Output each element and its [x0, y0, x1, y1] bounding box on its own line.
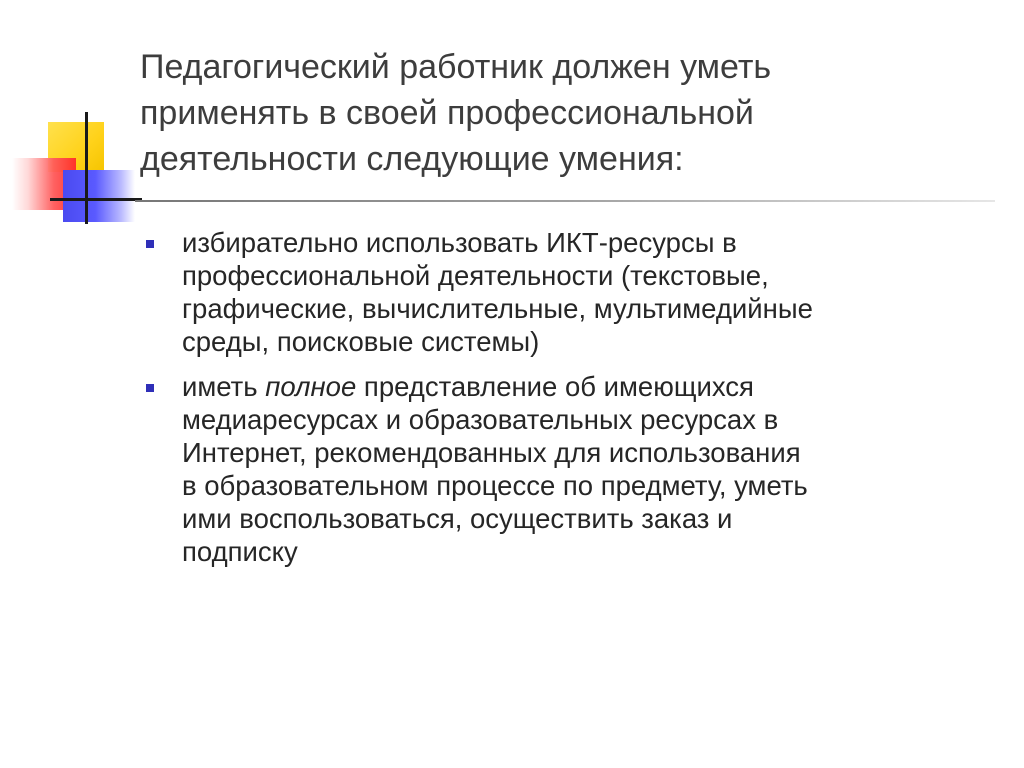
title-line: Педагогический работник должен уметь: [140, 48, 772, 86]
vertical-line-decoration: [85, 112, 88, 224]
bullet-line: [182, 370, 1004, 403]
bullet-line: среды, поисковые системы): [182, 326, 540, 357]
bullet-item: [144, 370, 1004, 568]
square-bullet-icon: [146, 384, 154, 392]
title-line: применять в своей профессиональной: [140, 94, 754, 132]
bullet-text: [182, 226, 1004, 358]
blue-square-decoration: [63, 170, 135, 222]
bullet-list: [144, 226, 1004, 580]
bullet-line: в образовательном процессе по предмету, уметь: [182, 470, 808, 501]
bullet-line: Интернет, рекомендованных для использования: [182, 437, 801, 468]
bullet-line: графические, вычислительные, мультимедийные: [182, 293, 813, 324]
square-bullet-icon: [146, 240, 154, 248]
bullet-text: [182, 370, 1004, 568]
bullet-line: подписку: [182, 536, 298, 567]
bullet-line: медиаресурсах и образовательных ресурсах в: [182, 404, 779, 435]
horizontal-line-decoration: [50, 198, 142, 201]
title-divider: [135, 200, 995, 202]
bullet-line: избирательно использовать ИКТ-ресурсы в: [182, 227, 737, 258]
bullet-item: [144, 226, 1004, 358]
title-line: деятельности следующие умения:: [140, 140, 684, 178]
bullet-text-segment: представление об имеющихся: [356, 371, 754, 402]
bullet-line: ими воспользоваться, осуществить заказ и: [182, 503, 733, 534]
bullet-line: профессиональной деятельности (текстовые,: [182, 260, 769, 291]
bullet-text-segment: иметь: [182, 371, 266, 402]
emphasized-word: полное: [265, 371, 357, 402]
slide-title: [140, 44, 1000, 182]
